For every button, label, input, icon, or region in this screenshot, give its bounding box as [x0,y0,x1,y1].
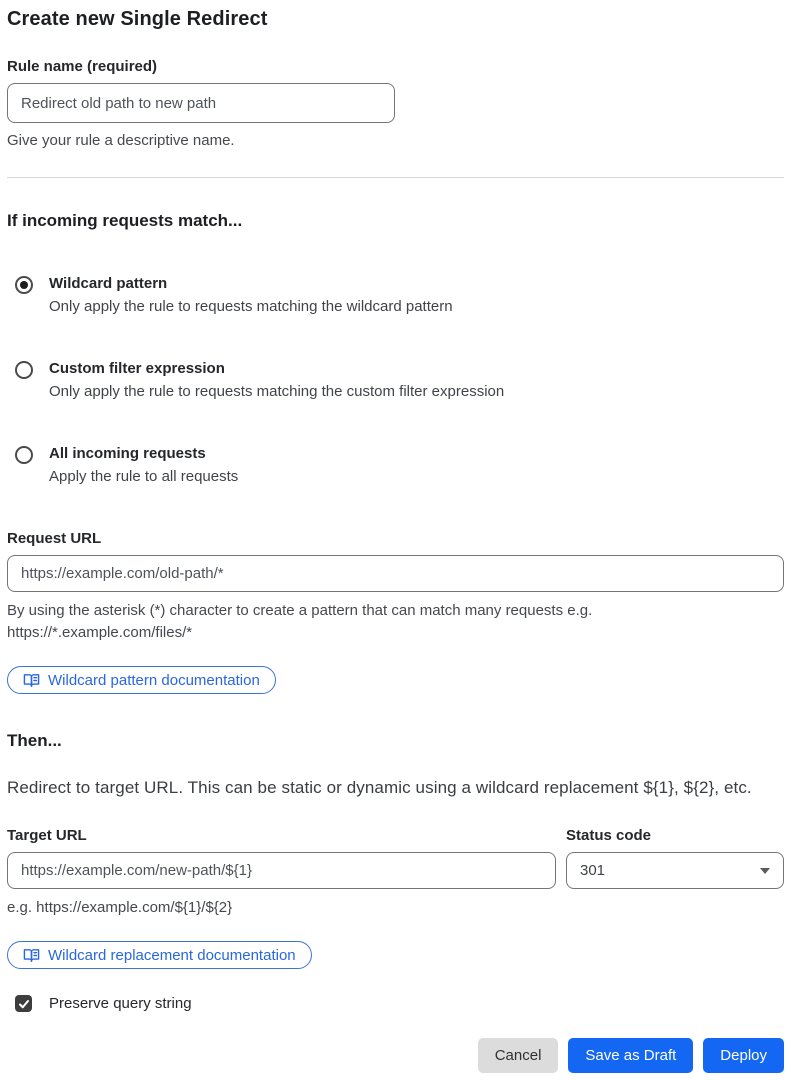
rule-name-input[interactable] [7,83,395,123]
radio-description: Only apply the rule to requests matching the custom filter expression [49,383,505,400]
cancel-button[interactable]: Cancel [478,1038,559,1073]
target-url-help: e.g. https://example.com/${1}/${2} [7,899,233,916]
radio-label: Custom filter expression [49,360,225,377]
request-url-input[interactable] [7,555,784,592]
then-section-heading: Then... [7,731,62,750]
book-open-icon [23,672,40,689]
radio-selected-icon[interactable] [15,276,33,294]
radio-option-custom-filter-expression[interactable] [7,360,784,401]
section-divider [7,177,784,178]
preserve-query-string-row[interactable] [7,995,784,1012]
checkbox-checked-icon[interactable] [15,995,32,1012]
target-url-label: Target URL [7,827,87,844]
radio-description: Apply the rule to all requests [49,468,239,485]
chevron-down-icon [760,868,770,874]
save-as-draft-button[interactable]: Save as Draft [568,1038,693,1073]
footer-actions [7,1038,784,1073]
book-open-icon [23,947,40,964]
radio-option-all-incoming-requests[interactable] [7,445,784,486]
rule-name-help: Give your rule a descriptive name. [7,132,235,149]
radio-label: All incoming requests [49,445,206,462]
deploy-button[interactable]: Deploy [703,1038,784,1073]
wildcard-pattern-docs-button[interactable] [7,666,276,694]
preserve-query-string-label: Preserve query string [49,995,192,1012]
request-url-label: Request URL [7,530,102,547]
radio-unselected-icon[interactable] [15,361,33,379]
status-code-select[interactable] [566,852,784,889]
target-status-row [7,827,784,919]
then-description: Redirect to target URL. This can be static or dynamic using a wildcard replacement ${1}, ${2}, etc. [7,778,752,797]
radio-option-wildcard-pattern[interactable] [7,275,784,316]
rule-name-label: Rule name (required) [7,58,158,75]
request-url-help: By using the asterisk (*) character to create a pattern that can match many requests e.g. https://*.example.com/files/* [7,602,593,641]
doc-button-label: Wildcard replacement documentation [48,946,296,964]
radio-description: Only apply the rule to requests matching the wildcard pattern [49,298,453,315]
page-title: Create new Single Redirect [7,8,268,30]
match-radio-group [7,275,784,486]
status-code-value: 301 [580,862,606,879]
radio-unselected-icon[interactable] [15,446,33,464]
match-section-heading: If incoming requests match... [7,211,243,230]
wildcard-replacement-docs-button[interactable] [7,941,312,969]
radio-label: Wildcard pattern [49,275,168,292]
target-url-input[interactable] [7,852,556,889]
doc-button-label: Wildcard pattern documentation [48,671,260,689]
status-code-label: Status code [566,827,652,844]
